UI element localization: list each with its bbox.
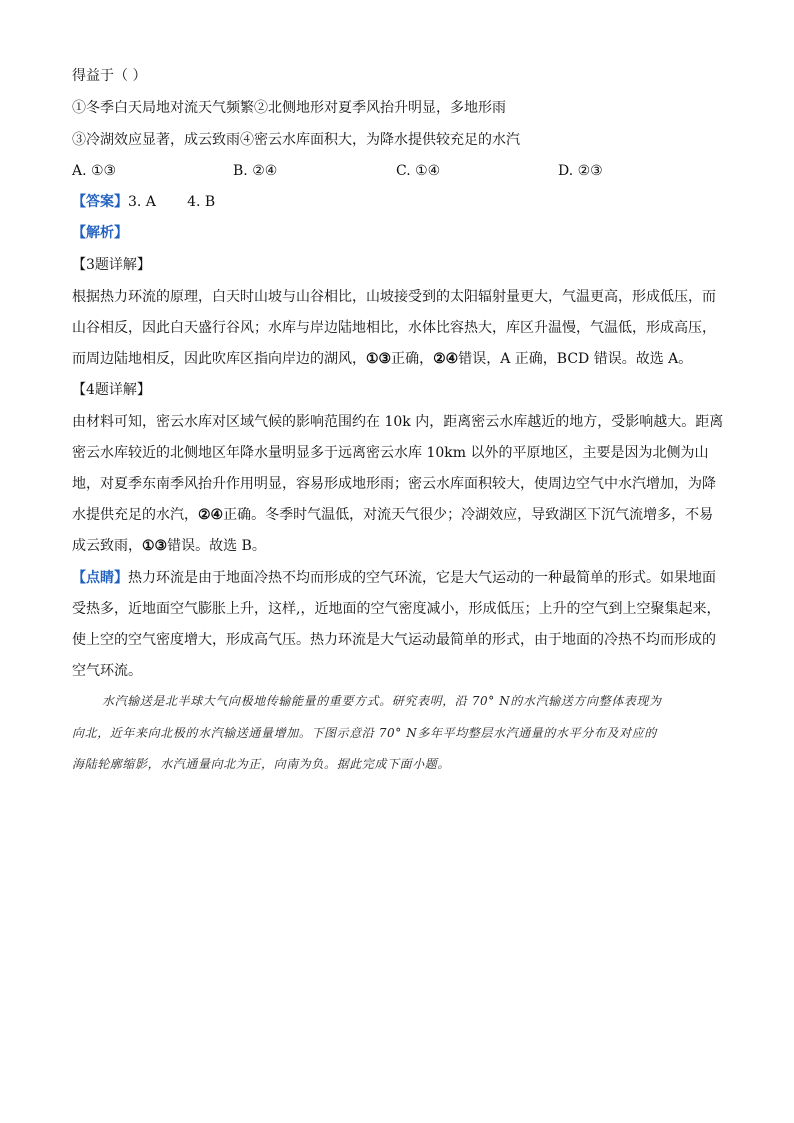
statement-line-1: ①冬季白天局地对流天气频繁②北侧地形对夏季风抬升明显，多地形雨 [72,100,506,116]
material-line-2: 向北，近年来向北极的水汽输送通量增加。下图示意沿 70° N多年平均整层水汽通量的水平分布及对应的 [72,726,657,740]
q3-line-3-d: ②④ [433,351,459,367]
q3-line-3-a: 而周边陆地相反，因此吹库区指向岸边的湖风， [72,351,366,367]
answer-value: 3. A 4. B [128,194,216,210]
q3-line-3-e: 错误，A 正确，BCD 错误。故选 A。 [458,351,693,367]
tip-label: 【点睛】 [72,570,128,586]
q3-line-2: 山谷相反，因此白天盛行谷风；水库与岸边陆地相比，水体比容热大，库区升温慢，气温低，形成高压， [72,320,716,336]
analysis-label: 【解析】 [72,225,128,241]
statement-line-2: ③冷湖效应显著，成云致雨④密云水库面积大，为降水提供较充足的水汽 [72,132,520,148]
q4-heading: 【4题详解】 [72,382,151,398]
q4-line-5-b: ①③ [142,538,168,554]
answer-label: 【答案】 [72,194,128,210]
q4-line-3: 地，对夏季东南季风抬升作用明显，容易形成地形雨；密云水库面积较大，使周边空气中水汽增加，为降 [72,476,716,492]
q4-line-5 [72,536,266,556]
material-line-1: 水汽输送是北半球大气向极地传输能量的重要方式。研究表明，沿 70° N的水汽输送方向整体表现为 [102,694,662,708]
tip-line-1-text: 热力环流是由于地面冷热不均而形成的空气环流，它是大气运动的一种最简单的形式。如果地面 [128,570,716,586]
tip-line-3: 使上空的空气密度增大，形成高气压。热力环流是大气运动最简单的形式，由于地面的冷热不均而形成的 [72,632,716,648]
q3-line-3-b: ①③ [366,351,392,367]
q4-line-5-c: 错误。故选 B。 [167,538,266,554]
answer-row [72,192,215,212]
tip-line-4: 空气环流。 [72,663,142,679]
option-b[interactable]: B. ②④ [233,163,278,179]
analysis-heading [72,223,128,243]
q4-line-1: 由材料可知，密云水库对区域气候的影响范围约在 10k 内，距离密云水库越近的地方，受影响越大。距离 [72,414,724,430]
q3-heading: 【3题详解】 [72,257,151,273]
q4-line-4-a: 水提供充足的水汽， [72,507,198,523]
tip-line-2: 受热多，近地面空气膨胀上升，这样,，近地面的空气密度减小，形成低压；上升的空气到上空聚集起来， [72,601,721,617]
q4-line-2: 密云水库较近的北侧地区年降水量明显多于远离密云水库 10km 以外的平原地区，主要是因为北侧为山 [72,445,709,461]
option-a[interactable]: A. ①③ [72,163,117,179]
q4-line-4-b: ②④ [198,507,224,523]
q4-line-5-a: 成云致雨， [72,538,142,554]
material-line-3: 海陆轮廓缩影，水汽通量向北为正，向南为负。据此完成下面小题。 [72,757,451,771]
q4-line-4 [72,505,713,525]
tip-line-1 [72,568,716,588]
option-c[interactable]: C. ①④ [396,163,441,179]
q3-line-3 [72,349,692,369]
q4-line-4-c: 正确。冬季时气温低，对流天气很少；冷湖效应，导致湖区下沉气流增多，不易 [223,507,714,523]
q3-line-1: 根据热力环流的原理，白天时山坡与山谷相比，山坡接受到的太阳辐射量更大，气温更高，形成低压，而 [72,289,716,305]
q3-line-3-c: 正确， [391,351,434,367]
question-tail: 得益于（ ） [72,68,147,84]
option-d[interactable]: D. ②③ [558,163,603,179]
